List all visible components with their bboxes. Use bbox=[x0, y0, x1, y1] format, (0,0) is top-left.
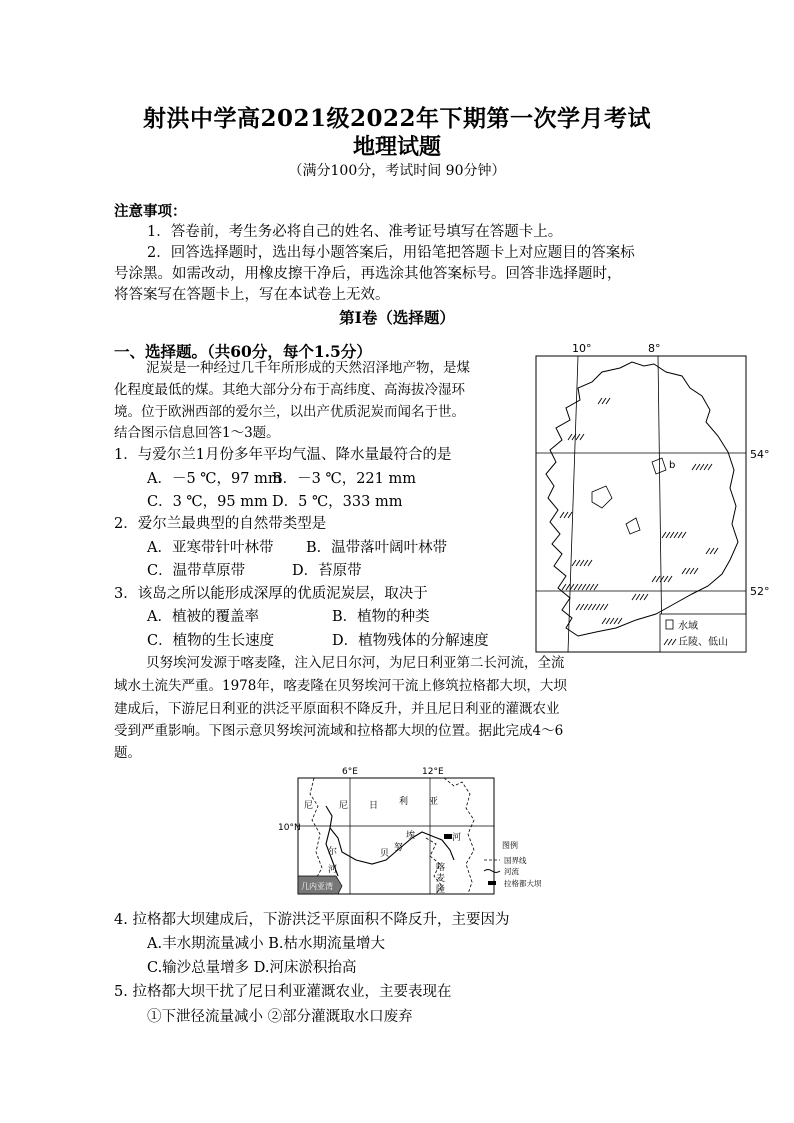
passage2-line-1: 贝努埃河发源于喀麦隆，注入尼日尔河，为尼日利亚第二长河流，全流 bbox=[146, 655, 565, 671]
q4-stem: 4. 拉格都大坝建成后，下游洪泛平原面积不降反升，主要因为 bbox=[114, 912, 510, 928]
map2-label-1: 尼 bbox=[304, 801, 314, 811]
exam-title: 射洪中学高2021级2022年下期第一次学月考试 bbox=[142, 105, 652, 132]
map2-gulf-label: 几内亚湾 bbox=[301, 882, 333, 891]
ireland-map bbox=[532, 342, 782, 662]
passage2-line-2: 域水土流失严重。1978年，喀麦隆在贝努埃河干流上修筑拉格都大坝，大坝 bbox=[114, 678, 567, 694]
map2-label-13: 麦 bbox=[436, 874, 446, 884]
section-heading: 一、选择题。（共60分，每个1.5分） bbox=[114, 342, 372, 361]
benue-river bbox=[326, 806, 454, 864]
benue-river-map bbox=[276, 764, 566, 904]
map2-label-6: 尔 bbox=[328, 847, 338, 857]
q5-options-row-1: ①下泄径流量减小 ②部分灌溉取水口废弃 bbox=[147, 1009, 413, 1025]
map2-label-8: 贝 bbox=[380, 849, 390, 859]
map2-lat: 10°N bbox=[278, 823, 301, 833]
q2-option-b: B．温带落叶阔叶林带 bbox=[306, 540, 448, 556]
map2-legend-border: 国界线 bbox=[504, 856, 527, 865]
passage1-line-2: 化程度最低的煤。其绝大部分分布于高纬度、高海拔冷湿环 bbox=[114, 382, 465, 398]
q3-option-d: D．植物残体的分解速度 bbox=[332, 633, 489, 649]
hills-hatching bbox=[560, 398, 718, 624]
notes-item-2-line-1: 2．回答选择题时，选出每小题答案后，用铅笔把答题卡上对应题目的答案标 bbox=[147, 245, 635, 261]
map1-lat-bottom: 52° bbox=[750, 585, 770, 598]
map2-label-2: 尼 bbox=[339, 801, 349, 811]
map2-label-11: 河 bbox=[452, 833, 462, 843]
map2-lon-right: 12°E bbox=[422, 767, 444, 777]
q1-option-b: B．－3 ℃，221 mm bbox=[272, 471, 416, 487]
notes-item-1: 1．答卷前，考生务必将自己的姓名、准考证号填写在答题卡上。 bbox=[147, 224, 563, 240]
q4-options-row-1: A.丰水期流量减小 B.枯水期流量增大 bbox=[147, 936, 385, 952]
q2-option-c: C．温带草原带 bbox=[147, 563, 246, 579]
map1-legend-hills: 丘陵、低山 bbox=[678, 637, 728, 648]
q2-stem: 2．爱尔兰最典型的自然带类型是 bbox=[114, 516, 327, 532]
map2-label-10: 埃 bbox=[406, 831, 416, 841]
map2-lon-left: 6°E bbox=[342, 767, 358, 777]
notes-heading: 注意事项： bbox=[114, 203, 187, 220]
q1-stem: 1．与爱尔兰1月份多年平均气温、降水量最符合的是 bbox=[114, 447, 452, 463]
map2-label-14: 隆 bbox=[436, 885, 446, 895]
q4-options-row-2: C.输沙总量增多 D.河床淤积抬高 bbox=[147, 960, 357, 976]
passage2-line-3: 建成后，下游尼日利亚的洪泛平原面积不降反升，并且尼日利亚的灌溉农业 bbox=[114, 701, 560, 717]
q3-option-b: B．植物的种类 bbox=[332, 609, 430, 625]
passage1-line-1: 泥炭是一种经过几千年所形成的天然沼泽地产物，是煤 bbox=[146, 360, 470, 376]
volume-title: 第Ⅰ卷（选择题） bbox=[339, 308, 455, 327]
q3-option-a: A．植被的覆盖率 bbox=[147, 609, 259, 625]
map1-legend-water: 水域 bbox=[678, 621, 698, 632]
map2-label-4: 利 bbox=[399, 797, 409, 807]
map2-legend-river: 河流 bbox=[504, 867, 519, 876]
passage2-line-5: 题。 bbox=[114, 745, 141, 761]
map1-lat-top: 54° bbox=[750, 448, 770, 461]
passage2-line-4: 受到严重影响。下图示意贝努埃河流域和拉格都大坝的位置。据此完成4～6 bbox=[114, 723, 564, 739]
subject-title: 地理试题 bbox=[352, 134, 441, 160]
map1-lon-right: 8° bbox=[648, 342, 661, 355]
map1-point-b: b bbox=[669, 460, 676, 471]
lagdo-dam-marker bbox=[444, 834, 452, 839]
map2-label-3: 日 bbox=[369, 801, 379, 811]
q1-option-a: A．－5 ℃，97 mm bbox=[147, 471, 282, 487]
map2-label-9: 努 bbox=[394, 843, 404, 853]
passage1-line-4: 结合图示信息回答1～3题。 bbox=[114, 425, 280, 441]
passage1-line-3: 境。位于欧洲西部的爱尔兰，以出产优质泥炭而闻名于世。 bbox=[114, 404, 465, 420]
exam-info: （满分100分，考试时间 90分钟） bbox=[288, 163, 506, 179]
map2-legend-title: 图例 bbox=[502, 841, 518, 850]
q2-option-a: A．亚寒带针叶林带 bbox=[147, 540, 274, 556]
q1-option-d: D．5 ℃，333 mm bbox=[272, 494, 403, 510]
q5-stem: 5. 拉格都大坝干扰了尼日利亚灌溉农业，主要表现在 bbox=[114, 984, 452, 1000]
q3-stem: 3．该岛之所以能形成深厚的优质泥炭层，取决于 bbox=[114, 586, 428, 602]
map2-legend-dam: 拉格都大坝 bbox=[504, 879, 542, 888]
q1-option-c: C．3 ℃，95 mm bbox=[147, 494, 268, 510]
map2-label-7: 河 bbox=[328, 865, 338, 875]
notes-item-2-line-3: 将答案写在答题卡上，写在本试卷上无效。 bbox=[114, 287, 390, 303]
q3-option-c: C．植物的生长速度 bbox=[147, 633, 275, 649]
map2-label-5: 亚 bbox=[429, 797, 439, 807]
map1-lon-left: 10° bbox=[572, 342, 592, 355]
q2-option-d: D．苔原带 bbox=[292, 563, 362, 579]
notes-item-2-line-2: 号涂黑。如需改动，用橡皮擦干净后，再选涂其他答案标号。回答非选择题时， bbox=[114, 266, 622, 282]
ireland-coastline bbox=[546, 362, 738, 636]
map2-label-12: 喀 bbox=[436, 863, 446, 873]
